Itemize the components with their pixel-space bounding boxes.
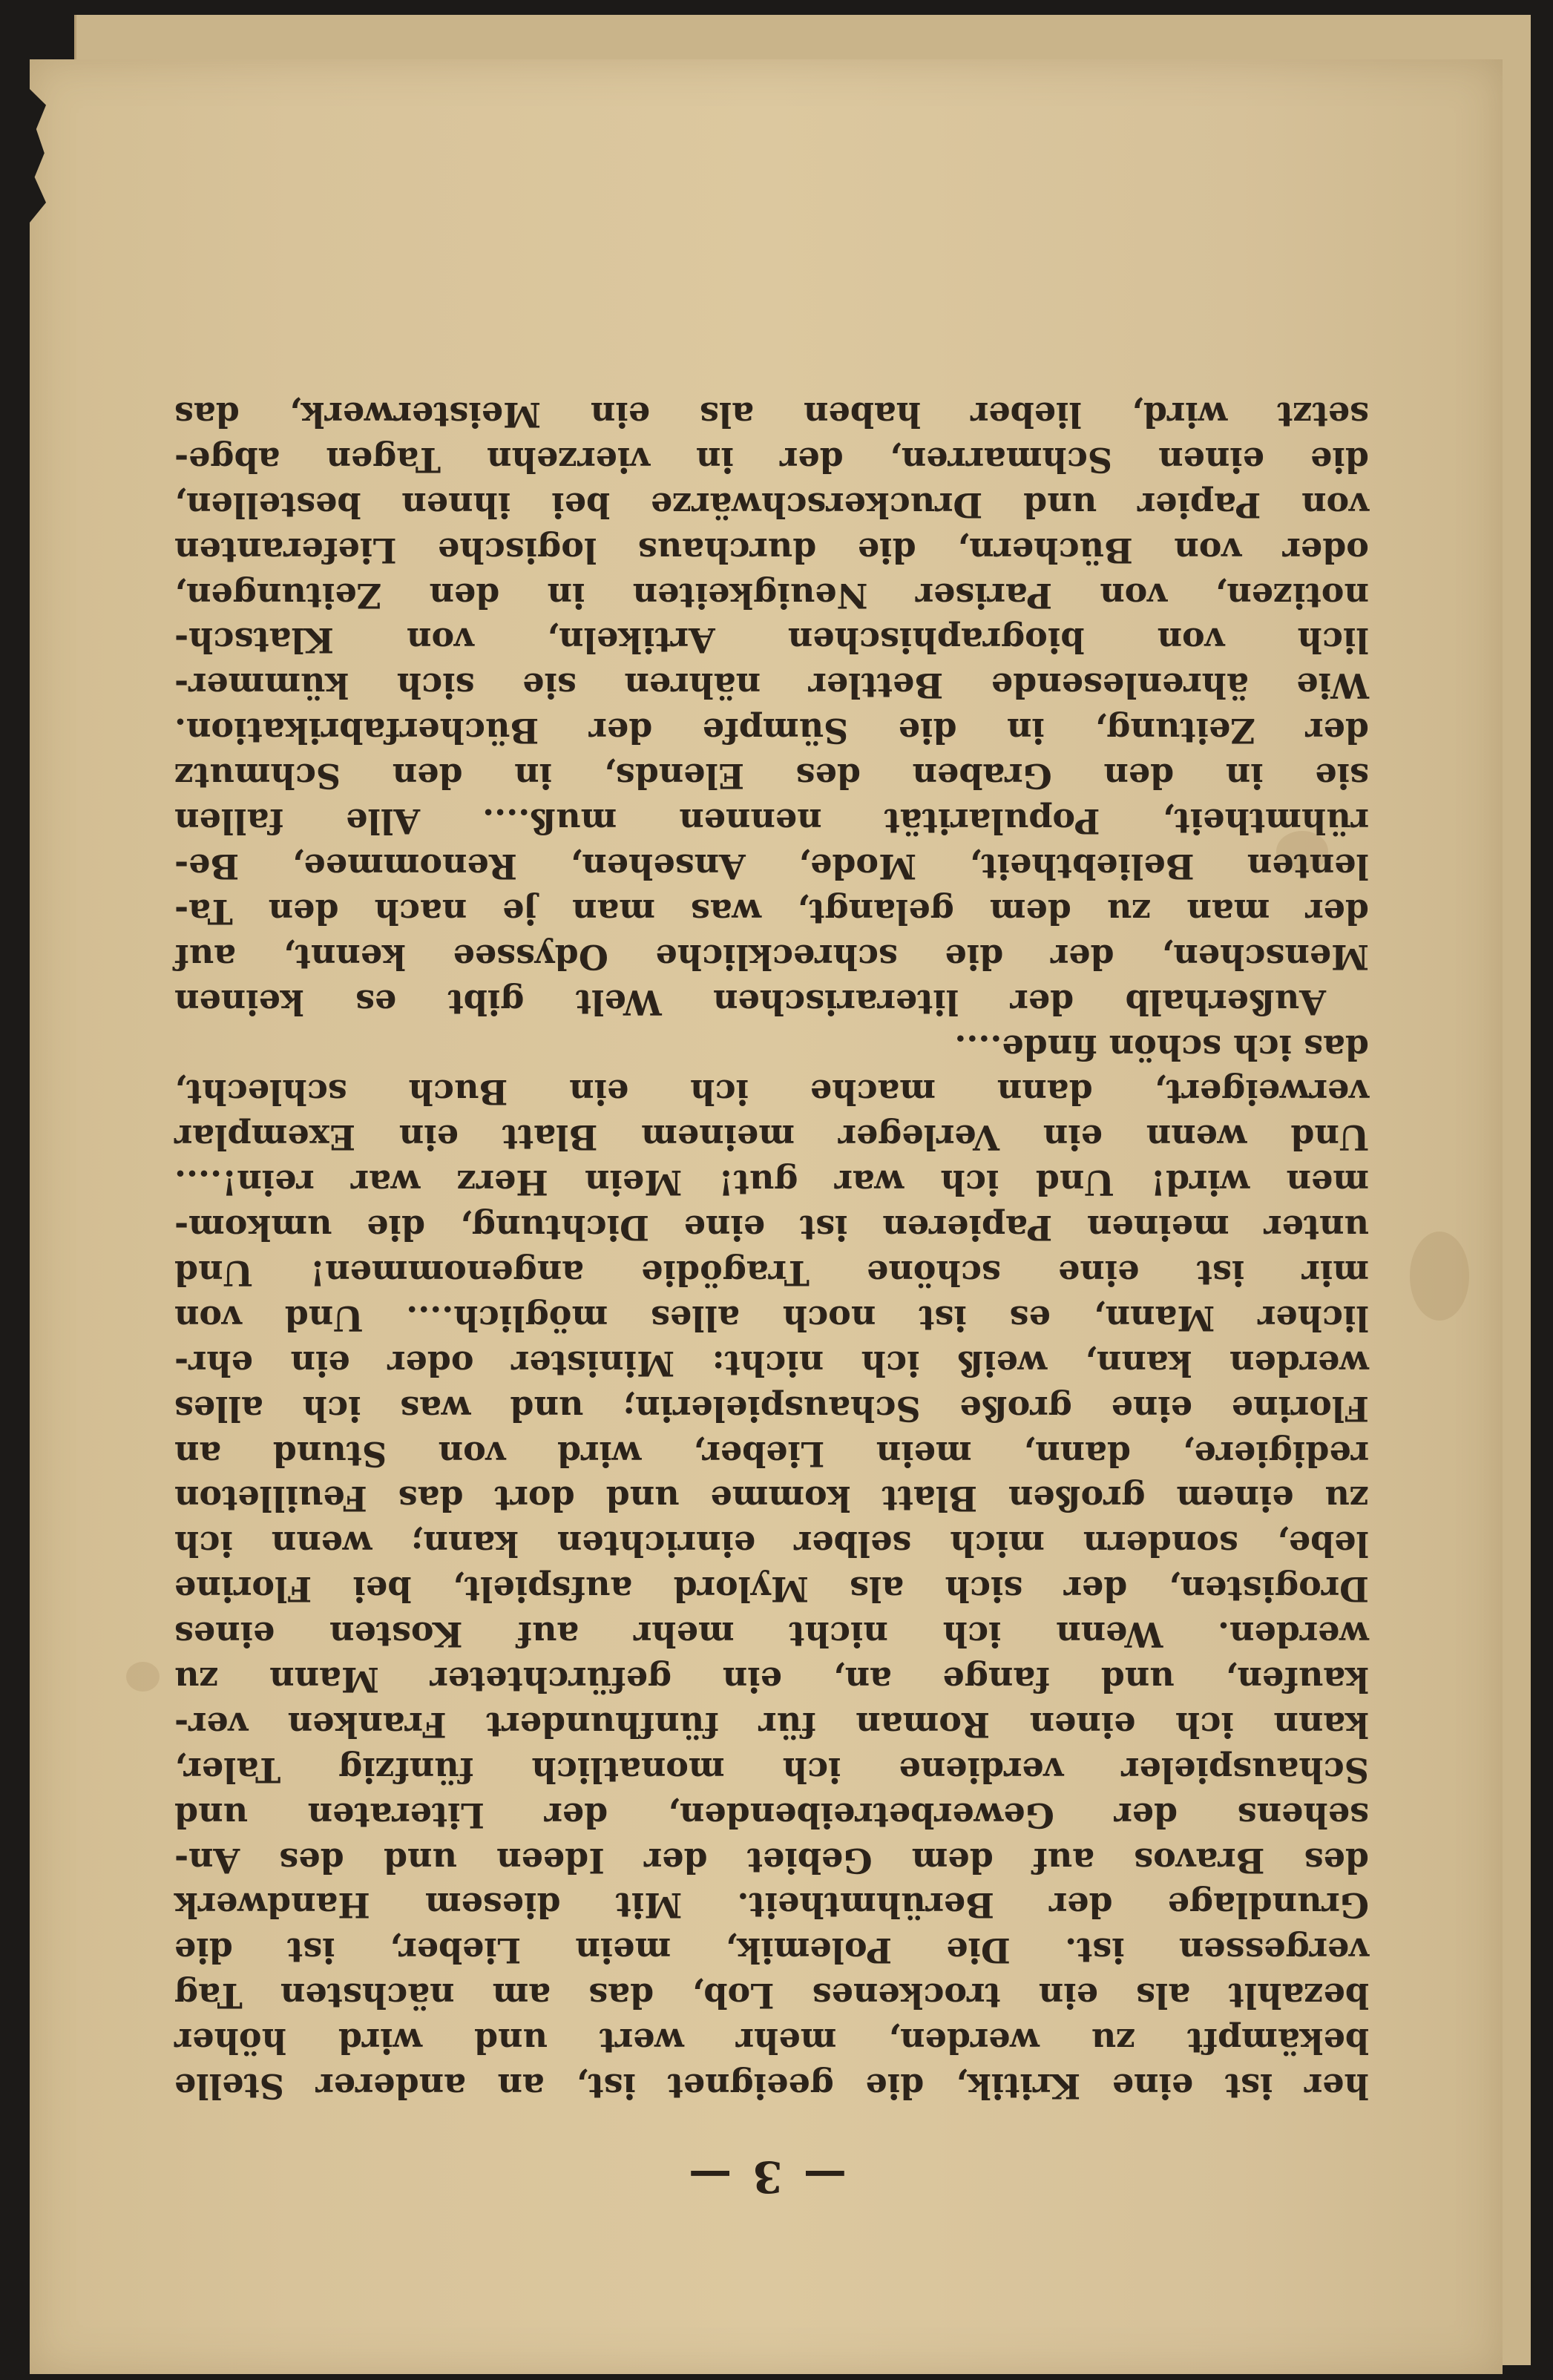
text-line: lenten Beliebtheit, Mode, Ansehen, Renommee, Be- xyxy=(174,846,1369,887)
text-line: werden. Wenn ich nicht mehr auf Kosten eines xyxy=(174,1614,1369,1655)
text-line: vergessen ist. Die Polemik, mein Lieber, ist die xyxy=(174,1930,1369,1971)
text-line: lich von biographischen Artikeln, von Klatsch- xyxy=(174,620,1369,661)
text-line: bezahlt als ein trockenes Lob, das am nächsten Tag xyxy=(174,1976,1369,2016)
text-line: sie in den Graben des Elends, in den Schmutz xyxy=(174,756,1369,797)
text-line: rühmtheit, Popularität nennen muß.... Alle fallen xyxy=(174,801,1369,842)
text-line: Drogisten, der sich als Mylord aufspielt, bei Florine xyxy=(174,1569,1369,1610)
text-line: verweigert, dann mache ich ein Buch schlecht, xyxy=(174,1072,1369,1113)
text-line: Grundlage der Berühmtheit. Mit diesem Handwerk xyxy=(174,1885,1369,1926)
upside-down-page-content xyxy=(30,59,1503,2374)
text-line: Schauspieler verdiene ich monatlich fünfzig Taler, xyxy=(174,1749,1369,1790)
text-line: des Bravos auf dem Gebiet der Ideen und des An- xyxy=(174,1840,1369,1881)
text-line: von Papier und Druckerschwärze bei ihnen bestellen, xyxy=(174,484,1369,525)
text-line: zu einem großen Blatt komme und dort das Feuilleton xyxy=(174,1479,1369,1519)
text-line: kaufen, und fange an, ein gefürchteter Mann zu xyxy=(174,1659,1369,1700)
text-line: Menschen, der die schreckliche Odyssee kennt, auf xyxy=(174,936,1369,977)
text-line: men wird! Und ich war gut! Mein Herz war rein!.... xyxy=(174,1163,1369,1203)
text-line: Florine eine große Schauspielerin; und was ich alles xyxy=(174,1388,1369,1429)
text-line: her ist eine Kritik, die geeignet ist, an anderer Stelle xyxy=(174,2066,1369,2106)
text-line: der man zu dem gelangt, was man je nach den Ta- xyxy=(174,891,1369,932)
text-line: das ich schön finde.... xyxy=(954,1027,1369,1068)
text-line: werden kann, weiß ich nicht: Minister oder ein ehr- xyxy=(174,1343,1369,1384)
text-line: mir ist eine schöne Tragödie angenommen! Und xyxy=(174,1252,1369,1293)
text-line: unter meinen Papieren ist eine Dichtung, die umkom- xyxy=(174,1208,1369,1249)
body-text xyxy=(174,392,1369,2108)
text-line: licher Mann, es ist noch alles möglich.... Und von xyxy=(174,1298,1369,1338)
text-line: lebe, sondern mich selber einrichten kann; wenn ich xyxy=(174,1524,1369,1565)
text-line: Wie ährenlesende Bettler nähren sie sich kümmer- xyxy=(174,665,1369,706)
page-number: — 3 — xyxy=(686,2151,847,2202)
text-line: sehens der Gewerbetreibenden, der Literaten und xyxy=(174,1795,1369,1835)
text-line: setzt wird, lieber haben als ein Meisterwerk, das xyxy=(174,395,1369,435)
text-line: Außerhalb der literarischen Welt gibt es keinen xyxy=(174,982,1326,1022)
book-page xyxy=(30,59,1503,2374)
text-line: oder von Büchern, die durchaus logische Lieferanten xyxy=(174,530,1369,571)
text-line: redigiere, dann, mein Lieber, wird von Stund an xyxy=(174,1433,1369,1474)
text-line: kann ich einen Roman für fünfhundert Franken ver- xyxy=(174,1704,1369,1745)
text-line: der Zeitung, in die Sümpfe der Bücherfabrikation. xyxy=(174,711,1369,752)
text-line: Und wenn ein Verleger meinem Blatt ein Exemplar xyxy=(174,1117,1369,1158)
text-line: bekämpft zu werden, mehr wert und wird höher xyxy=(174,2021,1369,2062)
text-line: notizen, von Pariser Neuigkeiten in den Zeitungen, xyxy=(174,575,1369,616)
text-line: die einen Schmarren, der in vierzehn Tagen abge- xyxy=(174,439,1369,480)
